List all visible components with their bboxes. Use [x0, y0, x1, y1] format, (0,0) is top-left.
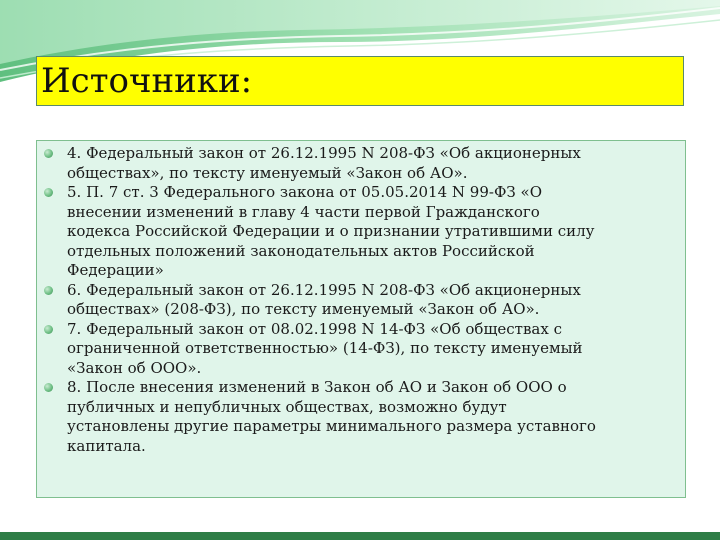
title-box [36, 56, 684, 106]
bullet-dot-icon [44, 188, 53, 197]
bullet-item [37, 281, 677, 320]
bullet-dot-icon [44, 286, 53, 295]
bottom-band [0, 532, 720, 540]
bullet-line: обществах», по тексту именуемый «Закон об АО». [67, 163, 468, 182]
bullet-line: 7. Федеральный закон от 08.02.1998 N 14-ФЗ «Об обществах с [67, 319, 562, 338]
bullet-line: Федерации» [67, 261, 164, 279]
bullet-line: 8. После внесения изменений в Закон об АО и Закон об ООО о [67, 378, 567, 396]
bullet-line: 5. П. 7 ст. 3 Федерального закона от 05.05.2014 N 99-ФЗ «О [67, 183, 542, 201]
bullet-item [37, 183, 677, 281]
bullet-line: ограниченной ответственностью» (14-ФЗ), по тексту именуемый [67, 339, 583, 357]
bullet-line: публичных и непубличных обществах, возможно будут [67, 397, 507, 416]
bullet-dot-icon [44, 383, 53, 392]
bullet-line: обществах» (208-ФЗ), по тексту именуемый «Закон об АО». [67, 300, 540, 318]
bullet-item [37, 320, 677, 379]
bullet-item [37, 378, 677, 456]
bullet-dot-icon [44, 149, 53, 158]
bullet-line: кодекса Российской Федерации и о признании утратившими силу [67, 222, 595, 240]
bullet-line: отдельных положений законодательных актов Российской [67, 241, 535, 260]
bullet-list [37, 144, 677, 456]
bullet-line: 6. Федеральный закон от 26.12.1995 N 208-ФЗ «Об акционерных [67, 280, 581, 299]
bullet-line: установлены другие параметры минимального размера уставного [67, 417, 596, 435]
slide-title: Источники: [41, 61, 253, 101]
bullet-line: 4. Федеральный закон от 26.12.1995 N 208-ФЗ «Об акционерных [67, 144, 581, 162]
bullet-dot-icon [44, 325, 53, 334]
bullet-line: капитала. [67, 436, 146, 455]
bullet-line: «Закон об ООО». [67, 358, 202, 377]
content-box [36, 140, 686, 498]
bullet-line: внесении изменений в главу 4 части первой Гражданского [67, 202, 540, 221]
bullet-item [37, 144, 677, 183]
